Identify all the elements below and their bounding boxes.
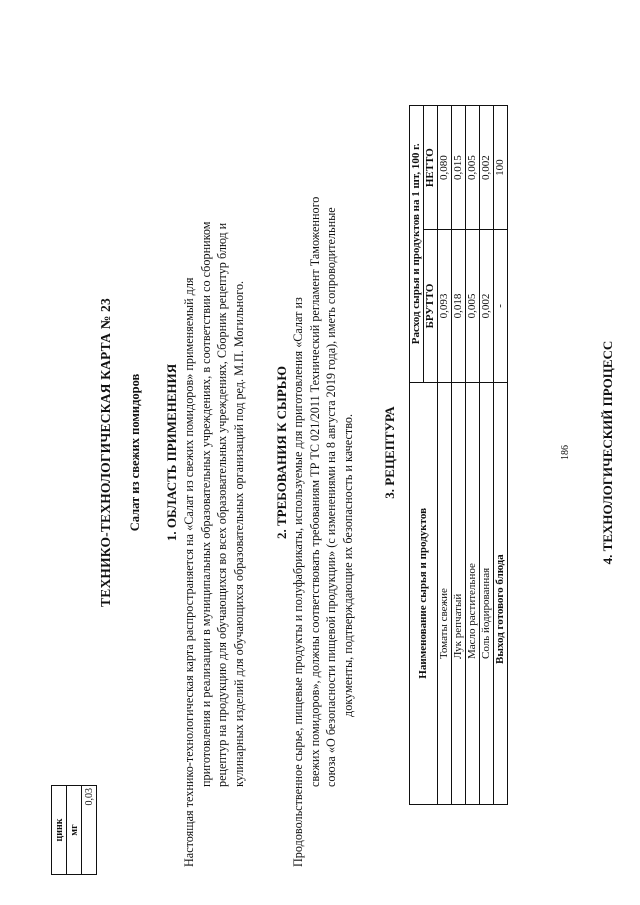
section-2-line: Продовольственное сырье, пищевые продукты и полуфабрикаты, используемые для приготовления «Салат из bbox=[291, 297, 305, 867]
page-number: 186 bbox=[560, 445, 571, 460]
net-value: 0,002 bbox=[480, 106, 494, 230]
fragment-header: цинк bbox=[52, 786, 67, 875]
gross-value: 0,093 bbox=[438, 230, 452, 382]
gross-value: 0,005 bbox=[466, 230, 480, 382]
yield-label: Выход готового блюда bbox=[494, 382, 508, 804]
document-title: ТЕХНИКО-ТЕХНОЛОГИЧЕСКАЯ КАРТА № 23 bbox=[98, 298, 113, 607]
net-value: 0,015 bbox=[452, 106, 466, 230]
ingredient-name: Лук репчатый bbox=[452, 382, 466, 804]
section-1-line: рецептур на продукцию для обучающихся во всех образовательных учреждениях, Сборник рецептур блюд и bbox=[215, 222, 229, 787]
table-row bbox=[438, 106, 452, 805]
table-row bbox=[466, 106, 480, 805]
gross-value: - bbox=[494, 230, 508, 382]
net-value: 100 bbox=[494, 106, 508, 230]
section-2-line: союза «О безопасности пищевой продукции» (с изменениями на 8 августа 2019 года), иметь сопроводительные bbox=[324, 207, 338, 787]
section-4-heading: 4. ТЕХНОЛОГИЧЕСКИЙ ПРОЦЕСС bbox=[600, 340, 615, 565]
fragment-value: 0,03 bbox=[82, 786, 97, 875]
gross-value: 0,002 bbox=[480, 230, 494, 382]
net-value: 0,005 bbox=[466, 106, 480, 230]
table-row-total bbox=[494, 106, 508, 805]
section-3-heading: 3. РЕЦЕПТУРА bbox=[382, 406, 397, 499]
previous-table-fragment bbox=[51, 785, 97, 875]
recipe-table bbox=[409, 105, 508, 805]
col-name-header: Наименование сырья и продуктов bbox=[410, 382, 438, 804]
section-2-line: свежих помидоров», должны соответствовать требованиям ТР ТС 021/2011 Технический регламент Таможенного bbox=[307, 196, 322, 787]
col-group-header: Расход сырья и продуктов на 1 шт, 100 г. bbox=[410, 106, 424, 383]
ingredient-name: Томаты свежие bbox=[438, 382, 452, 804]
section-1-heading: 1. ОБЛАСТЬ ПРИМЕНЕНИЯ bbox=[164, 363, 179, 542]
table-row bbox=[452, 106, 466, 805]
fragment-unit: мг bbox=[67, 786, 82, 875]
dish-name: Салат из свежих помидоров bbox=[128, 373, 142, 532]
section-2-heading: 2. ТРЕБОВАНИЯ К СЫРЬЮ bbox=[274, 366, 289, 540]
section-1-line: приготовления и реализации в муниципальных образовательных учреждениях, в соответствии со сборником bbox=[198, 221, 213, 787]
ingredient-name: Соль йодированная bbox=[480, 382, 494, 804]
section-2-line: документы, подтверждающие их безопасность и качество. bbox=[340, 413, 355, 717]
col-gross-header: БРУТТО bbox=[424, 230, 438, 382]
section-1-line: Настоящая технико-технологическая карта распространяется на «Салат из свежих помидоров» применяемый для bbox=[182, 277, 196, 867]
net-value: 0,080 bbox=[438, 106, 452, 230]
section-1-line: кулинарных изделий для обучающихся образовательных организаций под ред. М.П. Могильного. bbox=[231, 280, 246, 787]
gross-value: 0,018 bbox=[452, 230, 466, 382]
col-net-header: НЕТТО bbox=[424, 106, 438, 230]
ingredient-name: Масло растительное bbox=[466, 382, 480, 804]
table-row bbox=[480, 106, 494, 805]
section-2-text bbox=[290, 77, 356, 867]
section-1-text bbox=[181, 77, 247, 867]
